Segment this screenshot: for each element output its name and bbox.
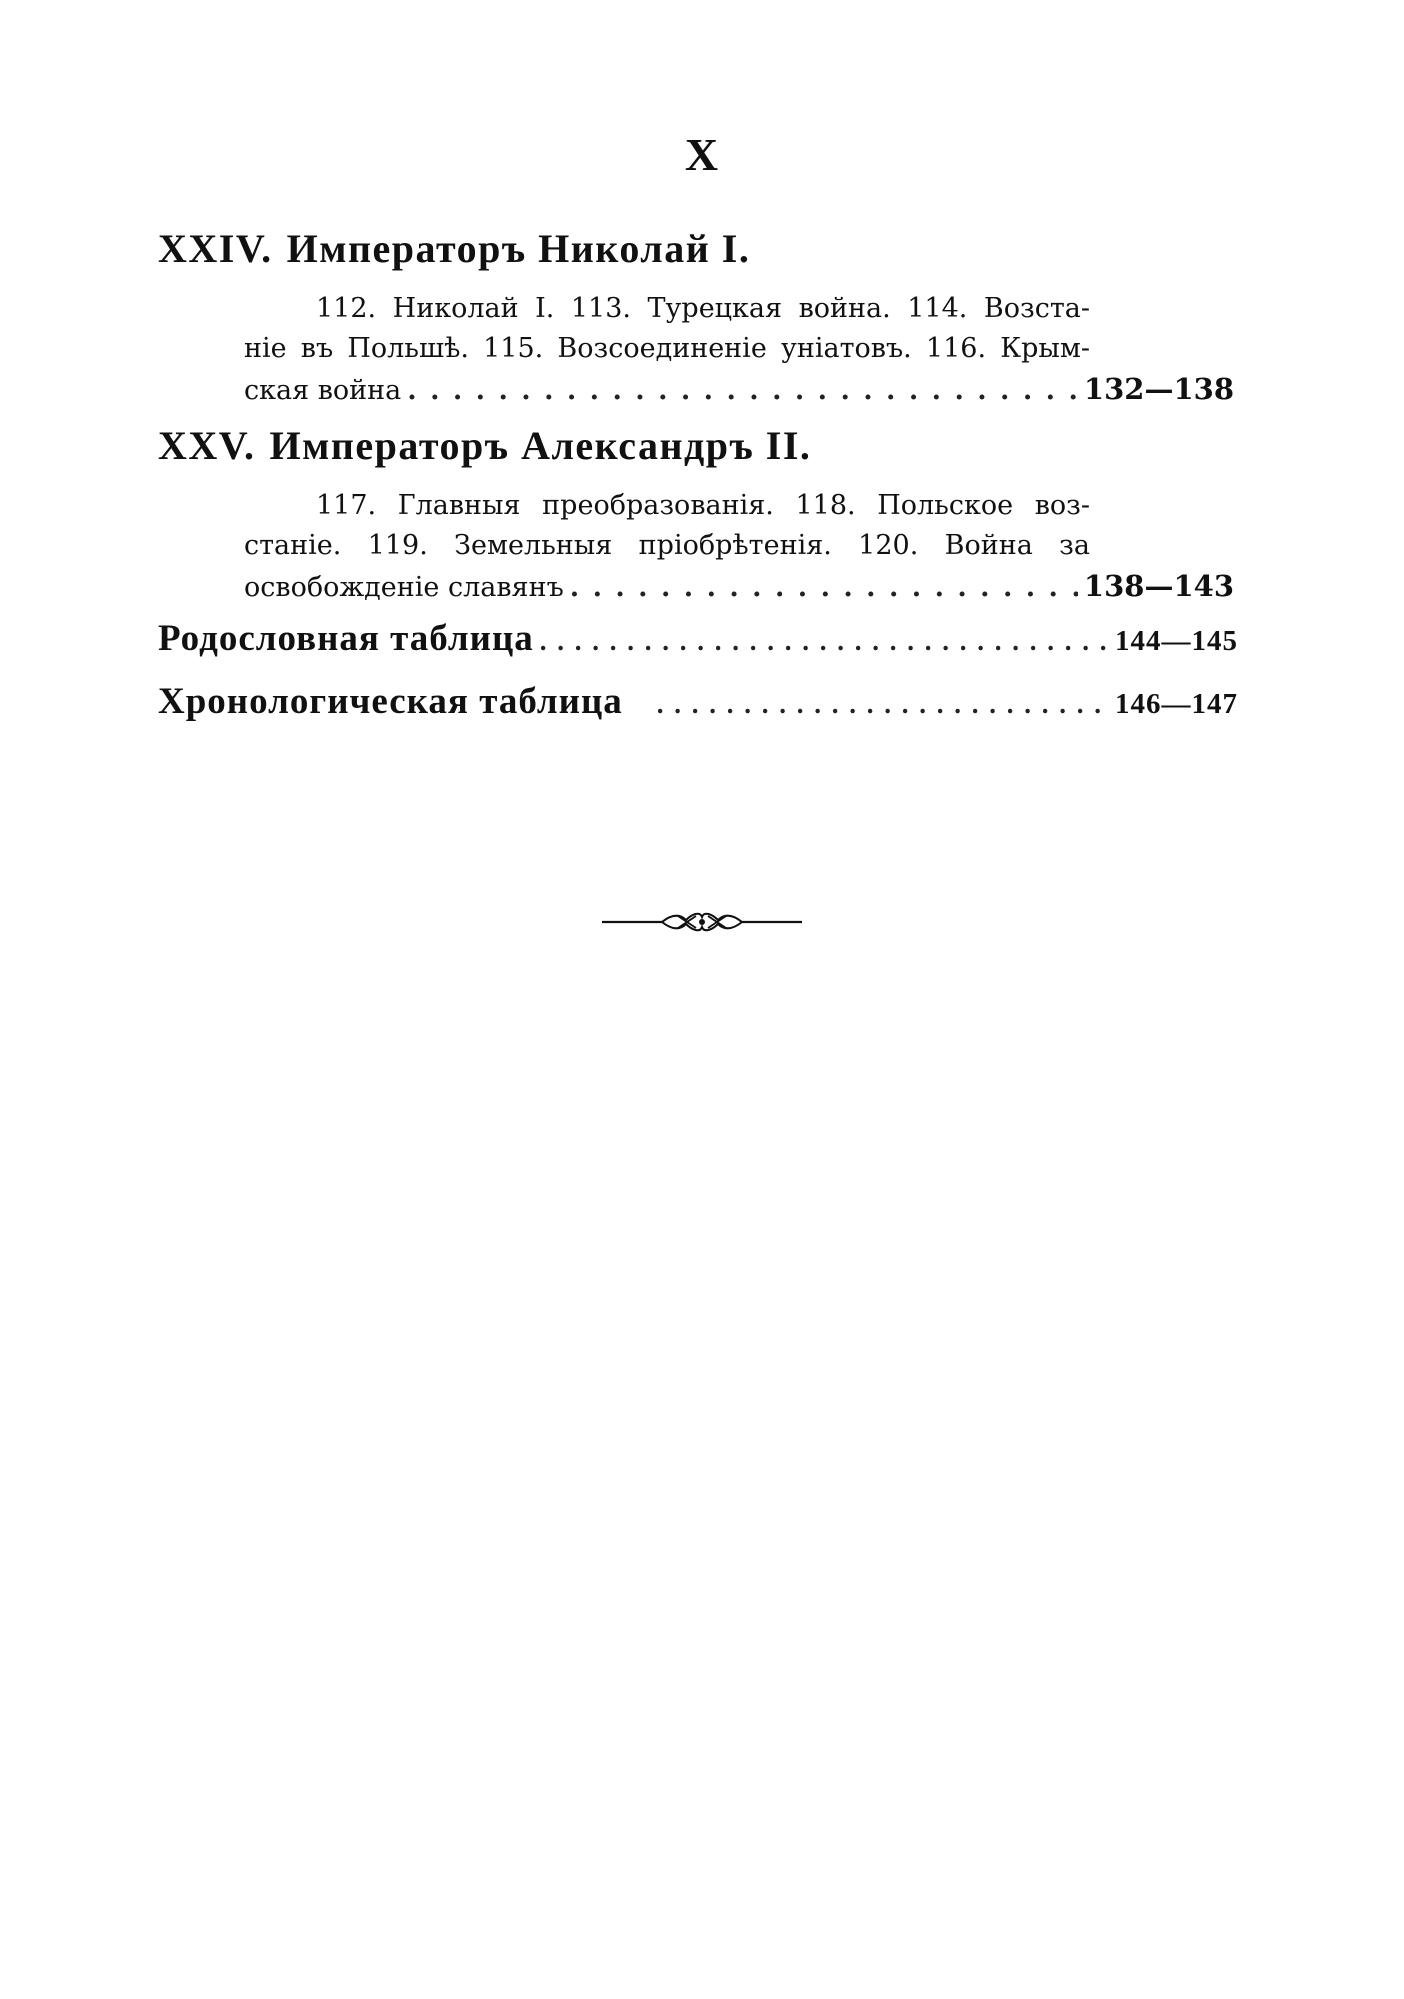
fleuron-ornament-icon [600, 905, 804, 935]
page-number: X [684, 129, 720, 180]
toc-chapter [158, 225, 1238, 411]
toc-table-entry [158, 680, 1238, 723]
page-range: 146—147 [1115, 688, 1238, 720]
chapter-contents-line: 117. Главныя преобразованія. 118. Польское воз- [316, 490, 1090, 521]
dot-leader [570, 568, 1078, 608]
dot-leader [540, 626, 1109, 657]
chapter-contents [244, 289, 1234, 411]
dot-leader [657, 689, 1109, 720]
chapter-contents-line: ская война [244, 375, 402, 406]
page-range: 144—145 [1115, 625, 1238, 657]
chapter-contents-line: станіе. 119. Земельныя пріобрѣтенія. 120. Война за [244, 530, 1090, 561]
chapter-contents-last-line [244, 369, 1234, 411]
toc-chapter [158, 422, 1238, 608]
page-range: 138—143 [1083, 569, 1234, 603]
chapter-contents-line: 112. Николай I. 113. Турецкая война. 114. Возста- [316, 293, 1090, 324]
chapter-contents-last-line [244, 566, 1234, 608]
table-entry-title: Хронологическая таблица [158, 681, 623, 722]
chapter-contents-line: ніе въ Польшѣ. 115. Возсоединеніе уніатовъ. 116. Крым- [244, 333, 1090, 364]
dot-leader [407, 371, 1078, 411]
chapter-numeral: XXV. [158, 423, 256, 468]
chapter-heading [158, 422, 1238, 470]
page-range: 132—138 [1083, 372, 1234, 406]
chapter-heading [158, 225, 1238, 273]
chapter-numeral: XXIV. [158, 226, 273, 271]
chapter-contents-line: освобожденіе славянъ [244, 572, 564, 603]
chapter-title: Императоръ Александръ II. [269, 423, 812, 468]
table-entry-title: Родословная таблица [158, 618, 534, 659]
chapter-title: Императоръ Николай I. [286, 226, 751, 271]
toc-table-entry [158, 617, 1238, 660]
chapter-contents [244, 486, 1234, 608]
